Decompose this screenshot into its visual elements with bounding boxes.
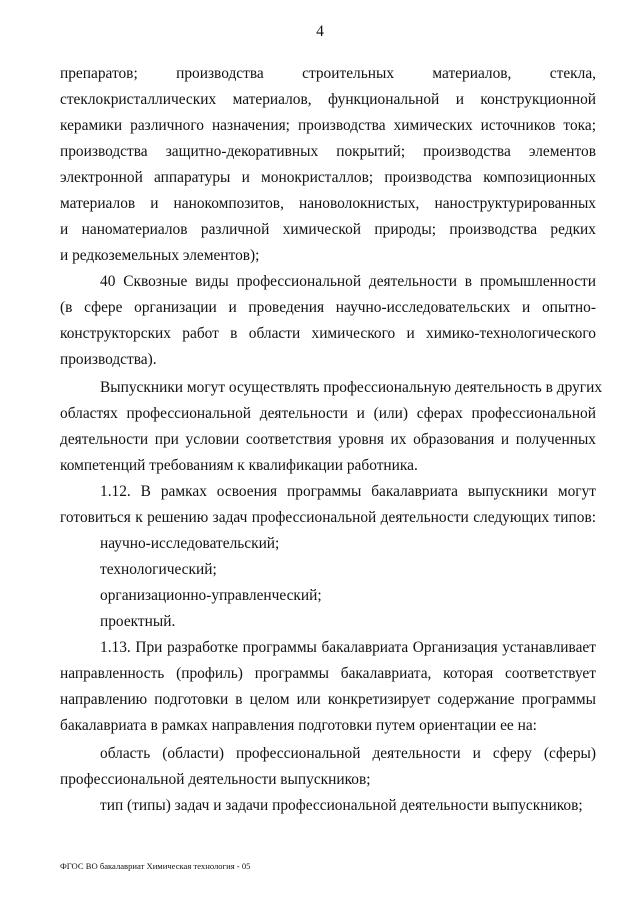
text-line: бакалавриата в рамках направления подготовки путем ориентации ее на: <box>60 717 537 734</box>
text-line: и наноматериалов различной химической природы; производства редких <box>60 221 596 238</box>
text-line: стеклокристаллических материалов, функциональной и конструкционной <box>60 91 596 108</box>
text-line: деятельности при условии соответствия уровня их образования и полученных <box>60 431 596 448</box>
document-footer: ФГОС ВО бакалавриат Химическая технология - 05 <box>60 861 251 871</box>
text-line: направленность (профиль) программы бакалавриата, которая соответствует <box>60 665 596 682</box>
list-item: технологический; <box>100 561 217 578</box>
paragraph-first-line: область (области) профессиональной деятельности и сферу (сферы) <box>100 745 596 762</box>
text-line: компетенций требованиям к квалификации работника. <box>60 457 418 474</box>
paragraph-first-line: 40 Сквозные виды профессиональной деятельности в промышленности <box>100 273 596 290</box>
paragraph-first-line: 1.13. При разработке программы бакалавриата Организация устанавливает <box>100 639 596 656</box>
text-line: готовиться к решению задач профессиональной деятельности следующих типов: <box>60 509 596 526</box>
text-line: препаратов; производства строительных материалов, стекла, <box>60 65 596 82</box>
text-line: производства). <box>60 351 157 368</box>
text-line: конструкторских работ в области химического и химико-технологического <box>60 325 596 342</box>
text-line: керамики различного назначения; производства химических источников тока; <box>60 117 596 134</box>
paragraph-first-line: 1.12. В рамках освоения программы бакалавриата выпускники могут <box>100 483 596 500</box>
text-line: производства защитно-декоративных покрытий; производства элементов <box>60 143 596 160</box>
text-line: областях профессиональной деятельности и (или) сферах профессиональной <box>60 405 596 422</box>
list-item: научно-исследовательский; <box>100 535 280 552</box>
text-line: и редкоземельных элементов); <box>60 247 260 264</box>
paragraph-first-line: тип (типы) задач и задачи профессиональной деятельности выпускников; <box>100 797 583 814</box>
paragraph-first-line: Выпускники могут осуществлять профессиональную деятельность в других <box>100 379 603 396</box>
text-line: электронной аппаратуры и монокристаллов; производства композиционных <box>60 169 596 186</box>
text-line: (в сфере организации и проведения научно-исследовательских и опытно- <box>60 299 596 316</box>
text-line: материалов и нанокомпозитов, нановолокнистых, наноструктурированных <box>60 195 596 212</box>
list-item: организационно-управленческий; <box>100 587 322 604</box>
text-line: направлению подготовки в целом или конкретизирует содержание программы <box>60 691 596 708</box>
list-item: проектный. <box>100 613 176 630</box>
text-line: профессиональной деятельности выпускников; <box>60 771 371 788</box>
page-number: 4 <box>316 23 324 40</box>
